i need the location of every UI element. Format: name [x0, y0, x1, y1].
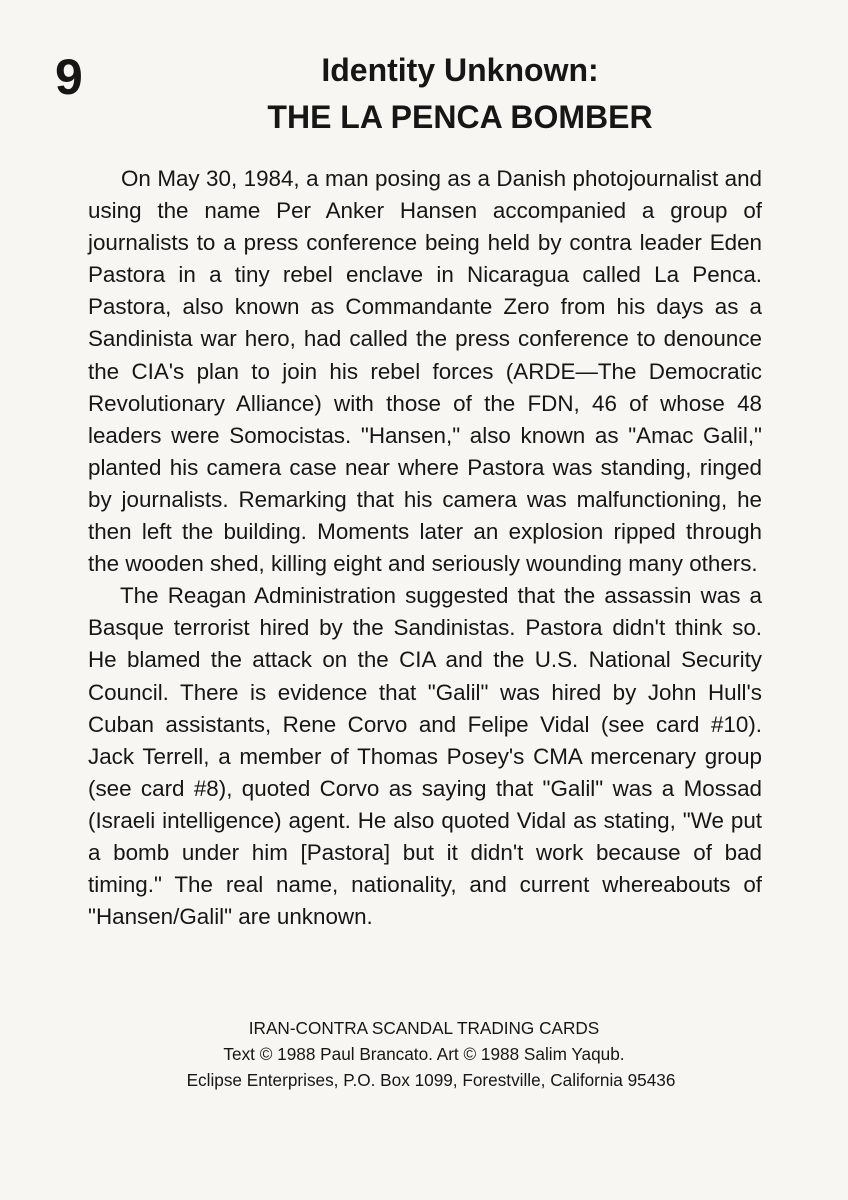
- footer-series-title: IRAN-CONTRA SCANDAL TRADING CARDS: [248, 1018, 600, 1038]
- card-title-line2: THE LA PENCA BOMBER: [267, 99, 653, 135]
- card-title-line1: Identity Unknown:: [321, 52, 599, 88]
- card-body: [88, 163, 762, 933]
- body-paragraph-1: On May 30, 1984, a man posing as a Danish photojournalist and using the name Per Anker Hansen accompanied a group of journalists to a press conference being held by contra leader Eden Pastora in a tiny rebel enclave in Nicaragua called La Penca. Pastora, also known as Commandante Zero from his days as a Sandinista war hero, had called the press conference to denounce the CIA's plan to join his rebel forces (ARDE—The Democratic Revolutionary Alliance) with those of the FDN, 46 of whose 48 leaders were Somocistas. "Hansen," also known as "Amac Galil," planted his camera case near where Pastora was standing, ringed by journalists. Remarking that his camera was malfunctioning, he then left the building. Moments later an explosion ripped through the wooden shed, killing eight and seriously wounding many others.: [88, 166, 762, 577]
- footer-copyright: Text © 1988 Paul Brancato. Art © 1988 Salim Yaqub.: [223, 1044, 625, 1064]
- footer-publisher-address: Eclipse Enterprises, P.O. Box 1099, Forestville, California 95436: [186, 1070, 676, 1090]
- card-number: 9: [55, 49, 83, 105]
- body-paragraph-2: The Reagan Administration suggested that the assassin was a Basque terrorist hired by the Sandinistas. Pastora didn't think so. He blamed the attack on the CIA and the U.S. National Security Council. There is evidence that "Galil" was hired by John Hull's Cuban assistants, Rene Corvo and Felipe Vidal (see card #10). Jack Terrell, a member of Thomas Posey's CMA mercenary group (see card #8), quoted Corvo as saying that "Galil" was a Mossad (Israeli intelligence) agent. He also quoted Vidal as stating, "We put a bomb under him [Pastora] but it didn't work because of bad timing." The real name, nationality, and current whereabouts of "Hansen/Galil" are unknown.: [88, 583, 762, 930]
